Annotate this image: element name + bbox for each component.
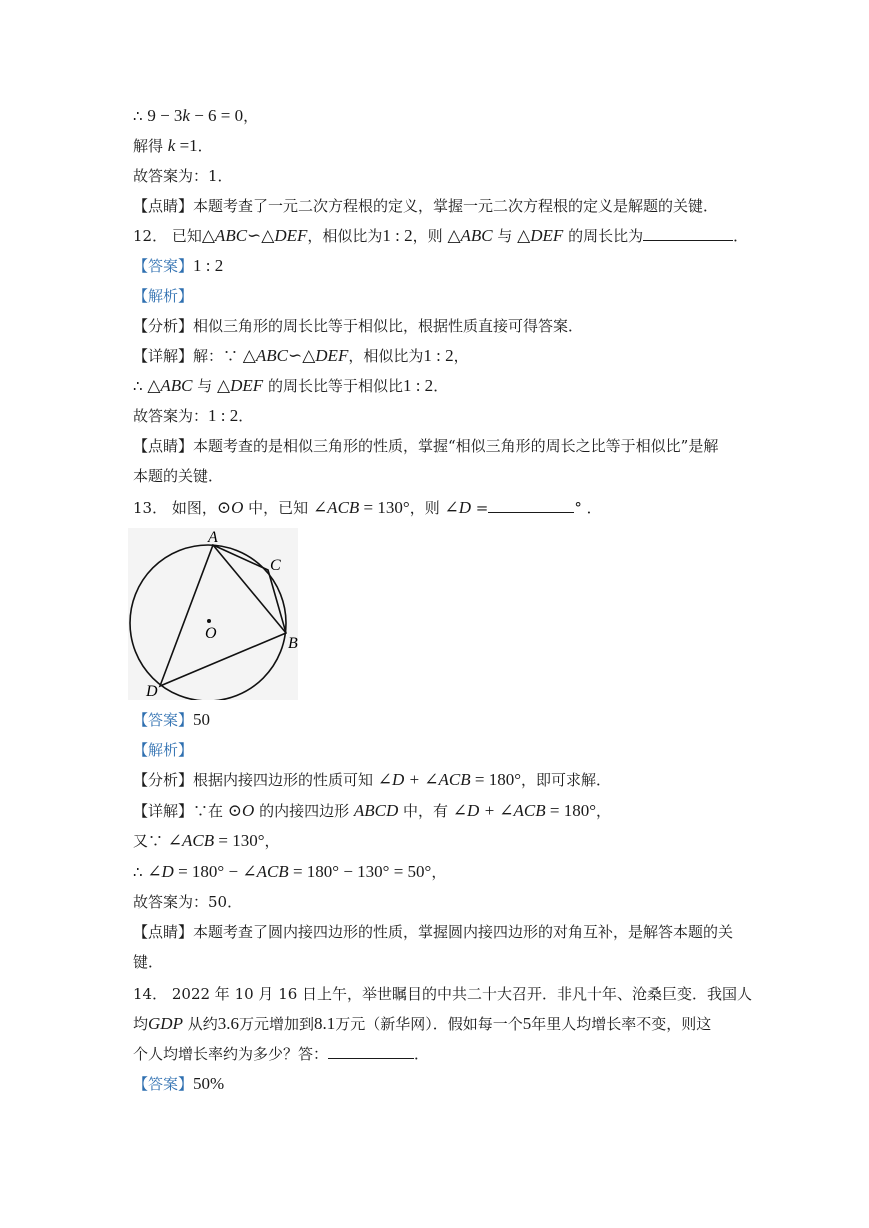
- label-c: C: [270, 557, 281, 574]
- text-run: ，则: [412, 227, 448, 245]
- text-run: △ABC∽△DEF: [201, 226, 308, 245]
- text-run: 1 : 2: [382, 226, 413, 245]
- text-run: − 6 = 0: [189, 106, 244, 125]
- text-run: 与: [492, 227, 518, 245]
- text-run: ∠D + ∠ACB: [377, 770, 471, 789]
- text-run: 5: [522, 1014, 532, 1033]
- text-run: 的周长比等于相似比: [263, 377, 403, 395]
- text-run: 年里人均增长率不变，则这: [531, 1015, 712, 1033]
- text-line: [133, 1014, 711, 1034]
- label-a: A: [208, 529, 218, 546]
- section-tag: 【答案】: [133, 257, 194, 275]
- text-run: 均: [133, 1015, 149, 1033]
- text-run: 13． 如图，: [133, 499, 217, 517]
- text-run: ∴: [133, 863, 148, 881]
- answer-blank: [488, 498, 574, 513]
- text-run: ⊙O: [216, 498, 244, 517]
- text-run: ，: [243, 107, 259, 125]
- geometry-figure: [128, 528, 298, 700]
- text-run: 故答案为：: [133, 407, 209, 425]
- text-run: ∠ACB: [312, 498, 360, 517]
- text-run: GDP: [148, 1014, 183, 1033]
- text-run: 1 : 2: [208, 406, 239, 425]
- text-line: [133, 801, 611, 821]
- text-line: [133, 226, 748, 246]
- text-run: = 180° −: [173, 862, 243, 881]
- text-run: 又∵: [133, 832, 168, 850]
- text-line: [133, 892, 242, 912]
- text-run: 故答案为：1．: [133, 167, 233, 185]
- text-run: 8.1: [314, 1014, 336, 1033]
- text-run: △ABC: [147, 376, 193, 395]
- text-line: [133, 740, 193, 760]
- text-run: = 180°: [470, 770, 522, 789]
- text-run: 【分析】根据内接四边形的性质可知: [133, 771, 378, 789]
- text-line: [133, 984, 752, 1004]
- text-line: [133, 1044, 429, 1064]
- text-run: 50: [193, 710, 211, 729]
- text-run: 【点睛】本题考查的是相似三角形的性质，掌握“相似三角形的周长之比等于相似比”是解: [133, 437, 719, 455]
- text-run: ∴: [133, 107, 148, 125]
- text-line: [133, 196, 718, 216]
- text-run: = 180°: [545, 801, 597, 820]
- text-run: ．: [733, 227, 749, 245]
- text-run: 【分析】相似三角形的周长比等于相似比，根据性质直接可得答案．: [133, 317, 584, 335]
- text-line: [133, 922, 733, 942]
- text-run: ∠D + ∠ACB: [452, 801, 546, 820]
- text-run: 3.6: [217, 1014, 239, 1033]
- section-tag: 【答案】: [133, 711, 194, 729]
- text-run: k: [182, 106, 190, 125]
- text-run: ．: [197, 137, 213, 155]
- text-run: 中，有: [398, 802, 453, 820]
- text-line: [133, 166, 233, 186]
- text-line: [133, 831, 280, 851]
- text-run: ．: [433, 377, 449, 395]
- text-run: △ABC: [447, 226, 493, 245]
- text-line: [133, 136, 213, 156]
- text-run: 【点睛】本题考查了圆内接四边形的性质，掌握圆内接四边形的对角互补，是解答本题的关: [133, 923, 734, 941]
- text-run: ∠D: [444, 498, 471, 517]
- text-run: 50%: [193, 1074, 225, 1093]
- text-run: 解得: [133, 137, 168, 155]
- text-line: [133, 770, 611, 790]
- figure-background: [128, 528, 298, 700]
- text-line: [133, 256, 223, 276]
- text-run: ABCD: [353, 801, 399, 820]
- text-run: ．: [414, 1045, 430, 1063]
- label-o: O: [205, 625, 217, 642]
- text-run: 从约: [182, 1015, 218, 1033]
- text-run: ，则: [409, 499, 445, 517]
- text-run: 键．: [133, 953, 164, 971]
- label-b: B: [288, 635, 298, 652]
- text-line: [133, 710, 210, 730]
- text-line: [133, 862, 446, 882]
- section-tag: 【答案】: [133, 1075, 194, 1093]
- center-point: [207, 619, 211, 623]
- text-run: ，: [264, 832, 280, 850]
- text-line: [133, 106, 258, 126]
- text-line: [133, 376, 448, 396]
- text-line: [133, 498, 602, 518]
- text-run: △DEF: [517, 226, 564, 245]
- text-run: 万元增加到: [239, 1015, 315, 1033]
- text-line: [133, 406, 253, 426]
- text-run: =: [471, 499, 489, 517]
- text-run: ° ．: [574, 499, 602, 517]
- text-run: ∠ACB: [167, 831, 215, 850]
- text-run: ．: [238, 407, 254, 425]
- text-run: ，: [431, 863, 447, 881]
- text-run: △DEF: [217, 376, 264, 395]
- text-run: = 130°: [359, 498, 410, 517]
- text-run: ∠D: [147, 862, 174, 881]
- text-run: ，相似比为: [348, 347, 424, 365]
- text-run: ，相似比为: [307, 227, 383, 245]
- text-run: 的周长比为: [563, 227, 644, 245]
- text-line: [133, 952, 163, 972]
- text-run: ，即可求解．: [521, 771, 612, 789]
- text-run: 【详解】∵在: [133, 802, 228, 820]
- text-line: [133, 286, 193, 306]
- section-tag: 【解析】: [133, 741, 194, 759]
- text-run: 故答案为：50．: [133, 893, 243, 911]
- text-run: 本题的关键．: [133, 467, 224, 485]
- text-run: ∠ACB: [242, 862, 289, 881]
- text-run: =1: [175, 136, 198, 155]
- text-run: ∴: [133, 377, 148, 395]
- text-run: = 180° − 130° = 50°: [288, 862, 432, 881]
- answer-blank: [328, 1044, 414, 1059]
- text-line: [133, 346, 469, 366]
- text-run: 万元（新华网）．假如每一个: [335, 1015, 523, 1033]
- text-run: = 130°: [214, 831, 265, 850]
- text-run: 1 : 2: [402, 376, 434, 395]
- text-run: 个人均增长率约为多少？答：: [133, 1045, 329, 1063]
- text-run: 的内接四边形: [254, 802, 354, 820]
- text-run: ⊙O: [227, 801, 255, 820]
- text-line: [133, 1074, 224, 1094]
- text-line: [133, 316, 583, 336]
- text-line: [133, 436, 718, 456]
- text-run: 12． 已知: [133, 227, 202, 245]
- text-line: [133, 466, 223, 486]
- section-tag: 【解析】: [133, 287, 194, 305]
- text-run: △ABC∽△DEF: [242, 346, 349, 365]
- text-run: 与: [192, 377, 218, 395]
- text-run: 【点睛】本题考查了一元二次方程根的定义，掌握一元二次方程根的定义是解题的关键．: [133, 197, 719, 215]
- answer-blank: [643, 226, 733, 241]
- text-run: ，: [453, 347, 469, 365]
- text-run: k: [167, 136, 176, 155]
- text-run: 中，已知: [243, 499, 313, 517]
- text-run: 1 : 2: [423, 346, 454, 365]
- text-run: 14． 2022 年 10 月 16 日上午，举世瞩目的中共二十大召开．非凡十年、沧桑巨变．我国人: [133, 985, 753, 1003]
- text-run: 9 − 3: [147, 106, 183, 125]
- text-run: 1 : 2: [193, 256, 224, 275]
- text-run: 【详解】解：∵: [133, 347, 243, 365]
- text-run: ，: [596, 802, 612, 820]
- label-d: D: [146, 683, 158, 700]
